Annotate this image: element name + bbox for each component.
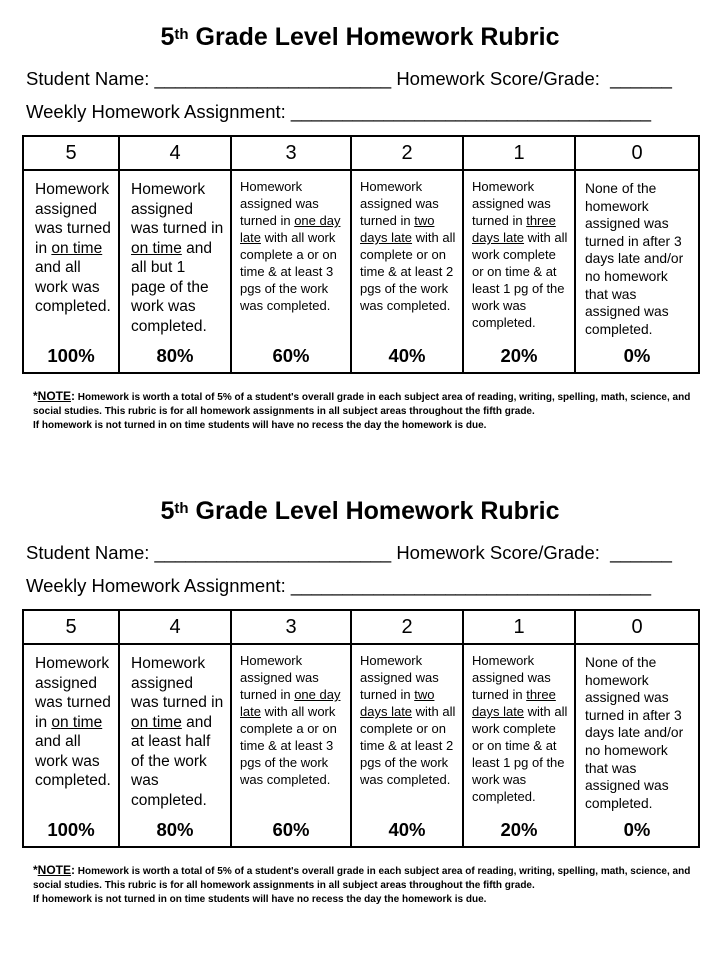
criteria-cell	[231, 644, 351, 813]
cell-text: and all but 1 page of the work was completed.	[131, 239, 213, 335]
note-word: NOTE	[37, 863, 72, 877]
cell-text: with all work complete a or on time & at least 3 pgs of the work was completed.	[240, 230, 337, 313]
cell-text: None of the homework assigned was turned in after 3 days late and/or no homework that was assigned was completed.	[585, 655, 684, 811]
criteria-cell	[231, 170, 351, 339]
note-star: *	[33, 389, 38, 403]
score-header: 1	[463, 610, 575, 644]
criteria-cell	[119, 170, 231, 339]
score-header-row	[23, 136, 699, 170]
cell-underlined: one day late	[240, 687, 341, 719]
percent-value: 100%	[23, 339, 119, 373]
percent-row	[23, 339, 699, 373]
criteria-cell	[575, 644, 699, 813]
percent-value: 60%	[231, 339, 351, 373]
cell-underlined: three days late	[472, 687, 556, 719]
page-title	[0, 496, 720, 526]
percent-value: 0%	[575, 339, 699, 373]
title-text: Grade Level Homework Rubric	[188, 23, 560, 51]
note-colon: :	[71, 389, 76, 403]
criteria-cell	[119, 644, 231, 813]
note-label	[33, 389, 75, 403]
percent-row	[23, 813, 699, 847]
score-header: 0	[575, 610, 699, 644]
page-title	[0, 22, 720, 52]
cell-underlined: three days late	[472, 213, 556, 245]
note-colon: :	[71, 863, 76, 877]
cell-text: Homework assigned was turned in	[35, 181, 111, 257]
note	[33, 863, 693, 907]
note-text: Homework is worth a total of 5% of a student's overall grade in each subject area of reading, writing, spelling, math, science, and social studies. This rubric is for all homework assignments in all subject areas throughout the fifth grade.	[33, 866, 691, 891]
percent-value: 20%	[463, 813, 575, 847]
score-header: 3	[231, 136, 351, 170]
note	[33, 389, 693, 433]
student-name-line[interactable]: Student Name: _______________________ Homework Score/Grade: ______	[26, 68, 672, 89]
cell-text: Homework assigned was turned in	[240, 653, 319, 702]
criteria-cell	[23, 170, 119, 339]
note-text: Homework is worth a total of 5% of a student's overall grade in each subject area of reading, writing, spelling, math, science, and social studies. This rubric is for all homework assignments in all subject areas throughout the fifth grade.	[33, 392, 691, 417]
criteria-cell	[351, 170, 463, 339]
score-header: 5	[23, 136, 119, 170]
cell-text: None of the homework assigned was turned in after 3 days late and/or no homework that was assigned was completed.	[585, 181, 684, 337]
title-superscript: th	[174, 500, 189, 517]
title-text: Grade Level Homework Rubric	[188, 497, 560, 525]
cell-text: and all work was completed.	[35, 733, 111, 789]
percent-value: 20%	[463, 339, 575, 373]
score-header: 2	[351, 136, 463, 170]
note-star: *	[33, 863, 38, 877]
assignment-line[interactable]: Weekly Homework Assignment: ___________________________________	[26, 101, 652, 122]
cell-text: with all work complete a or on time & at least 3 pgs of the work was completed.	[240, 704, 337, 787]
note-text-2: If homework is not turned in on time students will have no recess the day the homework is due.	[33, 894, 487, 905]
cell-text: Homework assigned was turned in	[360, 179, 439, 228]
cell-text: with all complete or on time & at least 2 pgs of the work was completed.	[360, 704, 456, 787]
criteria-row	[23, 170, 699, 339]
criteria-cell	[23, 644, 119, 813]
cell-text: Homework assigned was turned in	[360, 653, 439, 702]
rubric-table	[22, 609, 700, 848]
cell-text: Homework assigned was turned in	[472, 653, 551, 702]
note-word: NOTE	[37, 389, 72, 403]
percent-value: 0%	[575, 813, 699, 847]
cell-underlined: on time	[51, 713, 103, 731]
student-name-line[interactable]: Student Name: _______________________ Homework Score/Grade: ______	[26, 542, 672, 563]
cell-text: with all work complete or on time & at least 1 pg of the work was completed.	[472, 704, 568, 804]
cell-text: and all work was completed.	[35, 259, 111, 315]
cell-text: Homework assigned was turned in	[472, 179, 551, 228]
rubric-table	[22, 135, 700, 374]
percent-value: 80%	[119, 813, 231, 847]
cell-underlined: two days late	[360, 687, 435, 719]
criteria-row	[23, 644, 699, 813]
criteria-cell	[351, 644, 463, 813]
rubric-2	[0, 474, 720, 954]
cell-text: and at least half of the work was completed.	[131, 713, 213, 809]
cell-text: Homework assigned was turned in	[131, 181, 224, 237]
percent-value: 40%	[351, 339, 463, 373]
score-header: 4	[119, 610, 231, 644]
note-text-2: If homework is not turned in on time students will have no recess the day the homework is due.	[33, 420, 487, 431]
score-header: 1	[463, 136, 575, 170]
cell-underlined: one day late	[240, 213, 341, 245]
cell-text: with all work complete or on time & at least 1 pg of the work was completed.	[472, 230, 568, 330]
cell-text: Homework assigned was turned in	[131, 655, 224, 711]
criteria-cell	[575, 170, 699, 339]
percent-value: 80%	[119, 339, 231, 373]
score-header: 2	[351, 610, 463, 644]
score-header-row	[23, 610, 699, 644]
note-label	[33, 863, 75, 877]
score-header: 4	[119, 136, 231, 170]
assignment-line[interactable]: Weekly Homework Assignment: ___________________________________	[26, 575, 652, 596]
title-number: 5	[160, 23, 175, 51]
score-header: 0	[575, 136, 699, 170]
criteria-cell	[463, 644, 575, 813]
cell-text: Homework assigned was turned in	[240, 179, 319, 228]
cell-underlined: on time	[51, 239, 103, 257]
cell-underlined: on time	[131, 239, 182, 257]
cell-underlined: two days late	[360, 213, 435, 245]
score-header: 3	[231, 610, 351, 644]
cell-text: with all complete or on time & at least 2 pgs of the work was completed.	[360, 230, 456, 313]
percent-value: 60%	[231, 813, 351, 847]
title-number: 5	[160, 497, 175, 525]
score-header: 5	[23, 610, 119, 644]
title-superscript: th	[174, 26, 189, 43]
percent-value: 100%	[23, 813, 119, 847]
cell-text: Homework assigned was turned in	[35, 655, 111, 731]
percent-value: 40%	[351, 813, 463, 847]
cell-underlined: on time	[131, 713, 182, 731]
criteria-cell	[463, 170, 575, 339]
